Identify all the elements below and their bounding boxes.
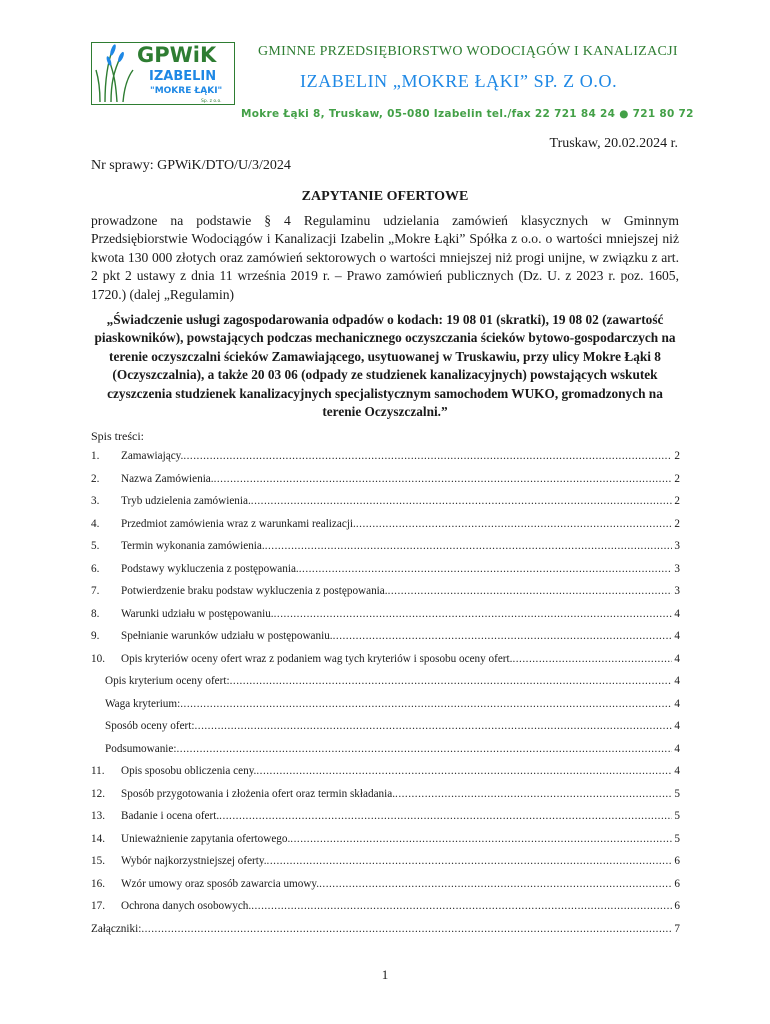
toc-entry-label: Sposób przygotowania i złożenia ofert oraz termin składania. xyxy=(121,787,396,800)
toc-entry-page: 2 xyxy=(674,495,680,507)
company-address: Mokre Łąki 8, Truskaw, 05-080 Izabelin tel./fax 22 721 84 24 ● 721 80 72 xyxy=(241,108,694,120)
toc-entry[interactable] xyxy=(91,698,680,721)
toc-entry-label: Badanie i ocena ofert. xyxy=(121,810,220,822)
toc-entry[interactable] xyxy=(91,675,680,698)
toc-entry[interactable] xyxy=(91,765,680,788)
toc-entry-page: 3 xyxy=(674,540,680,552)
toc-leader-dots xyxy=(265,540,673,552)
toc-entry-page: 7 xyxy=(674,922,680,935)
company-logo xyxy=(91,42,235,105)
logo-suffix: Sp. z o.o. xyxy=(201,99,222,104)
toc-entry[interactable] xyxy=(91,518,680,541)
toc-entry-page: 4 xyxy=(674,697,680,710)
toc-entry[interactable] xyxy=(91,923,680,946)
toc-leader-dots xyxy=(356,518,673,530)
toc-leader-dots xyxy=(214,473,673,485)
toc-leader-dots xyxy=(290,833,672,845)
toc-entry-label: Wybór najkorzystniejszej oferty. xyxy=(121,855,267,867)
toc-entry-label: Podstawy wykluczenia z postępowania. xyxy=(121,562,299,575)
toc-entry-number: 1. xyxy=(91,450,100,462)
logo-town: IZABELIN xyxy=(149,69,217,84)
toc-leader-dots xyxy=(256,765,672,777)
toc-entry[interactable] xyxy=(91,833,680,856)
toc-entry-label: Opis sposobu obliczenia ceny. xyxy=(121,765,257,777)
toc-leader-dots xyxy=(141,923,672,935)
toc-entry-page: 5 xyxy=(674,832,680,845)
toc-entry-label: Warunki udziału w postępowaniu. xyxy=(121,607,274,620)
toc-leader-dots xyxy=(180,698,672,710)
toc-entry-label: Podsumowanie: xyxy=(105,742,177,755)
logo-name: "MOKRE ŁĄKI" xyxy=(150,86,223,96)
toc-entry-page: 2 xyxy=(674,472,680,485)
toc-entry[interactable] xyxy=(91,608,680,631)
toc-entry-page: 4 xyxy=(674,675,680,687)
toc-entry[interactable] xyxy=(91,878,680,901)
toc-leader-dots xyxy=(219,810,672,822)
toc-entry-label: Opis kryteriów oceny ofert wraz z podaniem wag tych kryteriów i sposobu oceny ofert. xyxy=(121,652,513,665)
toc-entry[interactable] xyxy=(91,630,680,653)
toc-leader-dots xyxy=(319,878,672,890)
toc-entry-page: 6 xyxy=(674,855,680,867)
toc-entry[interactable] xyxy=(91,563,680,586)
logo-brand: GPWiK xyxy=(137,43,217,67)
intro-paragraph: prowadzone na podstawie § 4 Regulaminu udzielania zamówień klasycznych w Gminnym Przedsiębiorstwie Wodociągów i Kanalizacji Izabelin „Mokre Łąki” Spółka z o.o. o wartości mniejszej niż kwota 130 000 złotych oraz zamówień sektorowych o wartości mniejszej niż progi unijne, w związku z art. 2 pkt 2 ustawy z dnia 11 września 2019 r. – Prawo zamówień publicznych (Dz. U. z 2023 r. poz. 1605, 1720.) (dalej „Regulamin) xyxy=(91,213,679,302)
toc-entry-number: 3. xyxy=(91,495,100,507)
toc-entry[interactable] xyxy=(91,720,680,743)
toc-entry-number: 10. xyxy=(91,652,105,665)
company-full-name: GMINNE PRZEDSIĘBIORSTWO WODOCIĄGÓW I KANALIZACJI xyxy=(258,44,678,59)
toc-entry-label: Spełnianie warunków udziału w postępowaniu. xyxy=(121,630,333,642)
toc-entry[interactable] xyxy=(91,743,680,766)
toc-entry-page: 2 xyxy=(674,517,680,530)
toc-entry-page: 5 xyxy=(674,787,680,800)
toc-entry-page: 3 xyxy=(674,585,680,597)
toc-entry-label: Ochrona danych osobowych. xyxy=(121,900,252,912)
toc-entry-page: 4 xyxy=(674,765,680,777)
document-title: ZAPYTANIE OFERTOWE xyxy=(301,189,469,204)
toc-entry-page: 4 xyxy=(674,720,680,732)
order-subject: „Świadczenie usługi zagospodarowania odpadów o kodach: 19 08 01 (skratki), 19 08 02 (zawartość piaskowników), powstających podczas mechanicznego oczyszczania ścieków bytowo-gospodarczych na terenie oczyszczalni ścieków Zamawiającego, usytuowanej w Truskawiu, przy ulicy Mokre Łąki 8 (Oczyszczalnia), a także 20 03 06 (odpady ze studzienek kanalizacyjnych) powstających wskutek czyszczenia studzienek kanalizacyjnych specjalistycznym samochodem WUKO, gromadzonych na terenie Oczyszczalni.” xyxy=(94,312,676,420)
toc-leader-dots xyxy=(176,743,672,755)
toc-leader-dots xyxy=(512,653,672,665)
toc-entry[interactable] xyxy=(91,900,680,923)
toc-entry-label: Termin wykonania zamówienia. xyxy=(121,540,265,552)
toc-entry-page: 4 xyxy=(674,607,680,620)
toc-entry-number: 6. xyxy=(91,562,100,575)
date-line: Truskaw, 20.02.2024 r. xyxy=(549,136,678,151)
toc-entry-label: Zamawiający. xyxy=(121,450,184,462)
toc-leader-dots xyxy=(194,720,672,732)
toc-entry-label: Sposób oceny ofert: xyxy=(105,720,195,732)
case-number: Nr sprawy: GPWiK/DTO/U/3/2024 xyxy=(91,158,291,173)
table-of-contents xyxy=(91,450,680,945)
toc-entry[interactable] xyxy=(91,653,680,676)
toc-entry-label: Potwierdzenie braku podstaw wykluczenia z postępowania. xyxy=(121,585,388,597)
toc-entry-page: 4 xyxy=(674,652,680,665)
toc-entry-number: 7. xyxy=(91,585,100,597)
toc-entry-number: 8. xyxy=(91,607,100,620)
toc-leader-dots xyxy=(274,608,673,620)
toc-entry-page: 4 xyxy=(674,630,680,642)
toc-entry-label: Waga kryterium: xyxy=(105,697,181,710)
toc-entry-page: 2 xyxy=(674,450,680,462)
toc-entry-number: 9. xyxy=(91,630,100,642)
company-short-name: IZABELIN „MOKRE ŁĄKI” SP. Z O.O. xyxy=(300,71,618,91)
toc-leader-dots xyxy=(388,585,673,597)
toc-entry-number: 13. xyxy=(91,810,105,822)
toc-entry-page: 4 xyxy=(674,742,680,755)
page-number: 1 xyxy=(381,967,389,982)
toc-leader-dots xyxy=(251,495,673,507)
toc-entry[interactable] xyxy=(91,540,680,563)
toc-entry[interactable] xyxy=(91,585,680,608)
toc-leader-dots xyxy=(251,900,672,912)
toc-entry[interactable] xyxy=(91,495,680,518)
toc-entry-number: 11. xyxy=(91,765,105,777)
toc-entry-page: 6 xyxy=(674,900,680,912)
toc-leader-dots xyxy=(333,630,673,642)
toc-entry-page: 6 xyxy=(674,877,680,890)
toc-entry-number: 17. xyxy=(91,900,105,912)
toc-entry-number: 15. xyxy=(91,855,105,867)
toc-entry-number: 16. xyxy=(91,877,105,890)
toc-leader-dots xyxy=(267,855,673,867)
toc-leader-dots xyxy=(183,450,672,462)
toc-entry-page: 3 xyxy=(674,562,680,575)
toc-heading: Spis treści: xyxy=(91,429,144,443)
toc-entry-label: Tryb udzielenia zamówienia. xyxy=(121,495,251,507)
toc-entry-number: 2. xyxy=(91,472,100,485)
toc-entry-number: 5. xyxy=(91,540,100,552)
toc-entry[interactable] xyxy=(91,788,680,811)
toc-leader-dots xyxy=(299,563,673,575)
toc-entry[interactable] xyxy=(91,855,680,878)
toc-entry-label: Przedmiot zamówienia wraz z warunkami realizacji. xyxy=(121,517,356,530)
toc-entry[interactable] xyxy=(91,810,680,833)
toc-entry[interactable] xyxy=(91,473,680,496)
toc-entry-label: Wzór umowy oraz sposób zawarcia umowy. xyxy=(121,877,320,890)
toc-entry-page: 5 xyxy=(674,810,680,822)
toc-leader-dots xyxy=(395,788,672,800)
toc-entry[interactable] xyxy=(91,450,680,473)
toc-entry-label: Opis kryterium oceny ofert: xyxy=(105,675,230,687)
toc-leader-dots xyxy=(230,675,673,687)
toc-entry-number: 14. xyxy=(91,832,105,845)
toc-entry-number: 4. xyxy=(91,517,100,530)
toc-entry-label: Nazwa Zamówienia. xyxy=(121,472,214,485)
toc-entry-label: Unieważnienie zapytania ofertowego. xyxy=(121,832,291,845)
toc-entry-label: Załączniki: xyxy=(91,922,142,935)
toc-entry-number: 12. xyxy=(91,787,105,800)
